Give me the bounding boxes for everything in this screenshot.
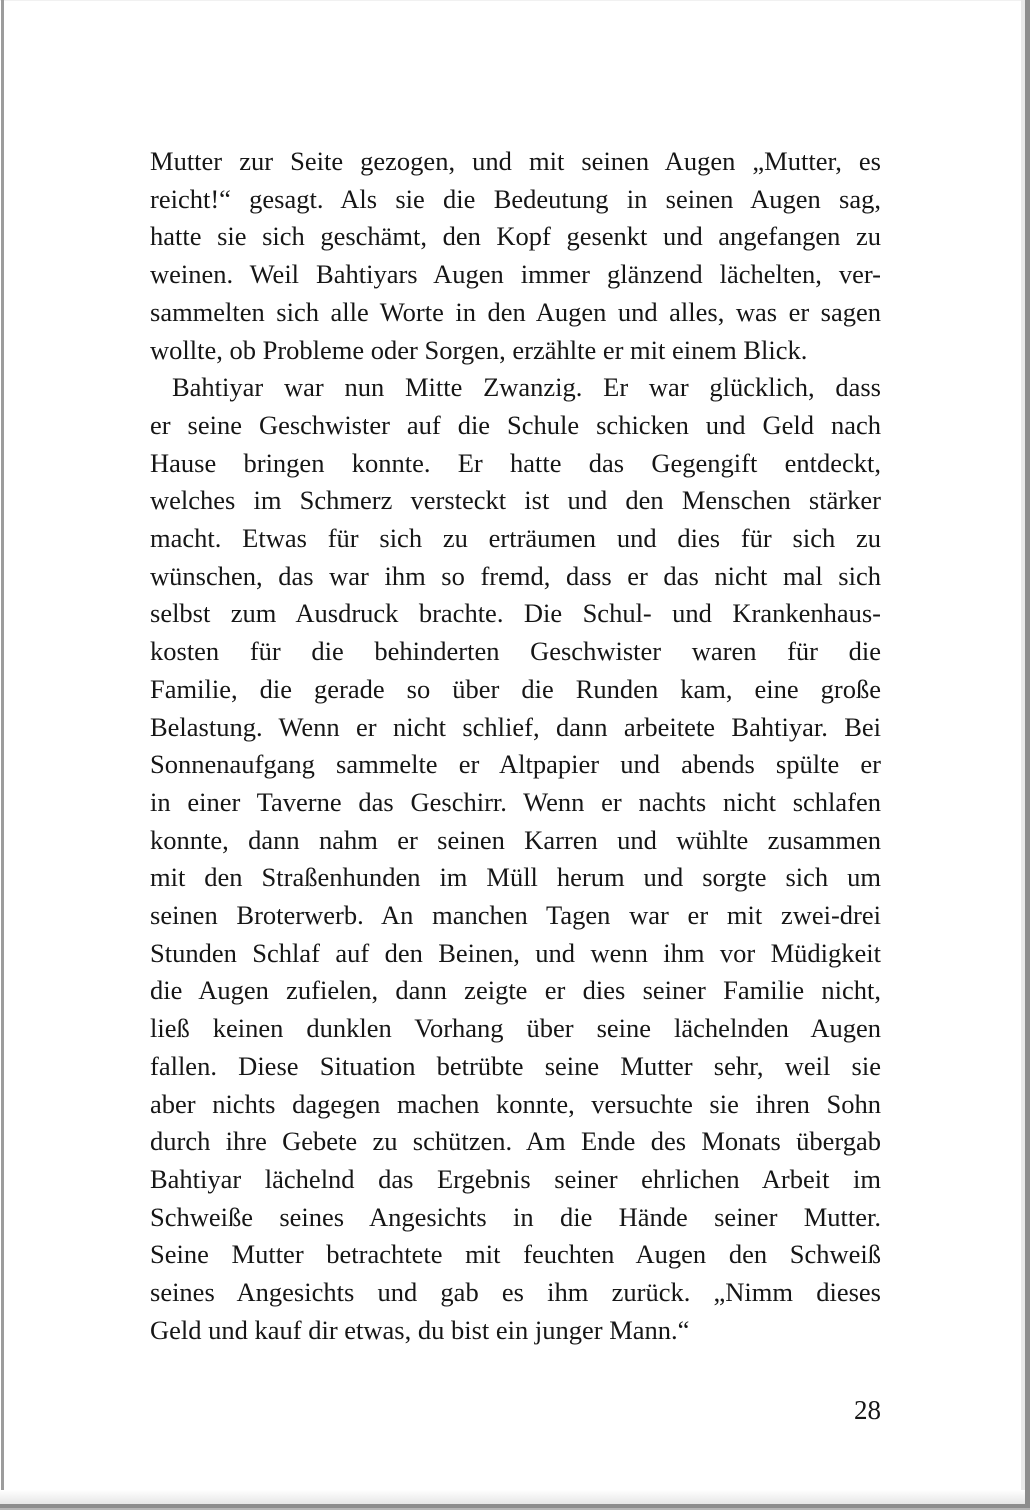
text-line: seines Angesichts und gab es ihm zurück. „Nimm dieses xyxy=(150,1277,881,1308)
page-left-edge xyxy=(1,0,4,1502)
text-line: kosten für die behinderten Geschwister waren für die xyxy=(150,636,881,667)
text-line: fallen. Diese Situation betrübte seine Mutter sehr, weil sie xyxy=(150,1050,881,1081)
text-line: sammelten sich alle Worte in den Augen und alles, was er sagen xyxy=(150,296,881,327)
body-text xyxy=(150,143,881,1350)
text-line: wünschen, das war ihm so fremd, dass er das nicht mal sich xyxy=(150,560,881,591)
text-line: Bahtiyar war nun Mitte Zwanzig. Er war glücklich, dass xyxy=(172,372,881,403)
text-line: ließ keinen dunklen Vorhang über seine lächelnden Augen xyxy=(150,1013,881,1044)
text-line: die Augen zufielen, dann zeigte er dies seiner Familie nicht, xyxy=(150,975,881,1006)
text-line: macht. Etwas für sich zu erträumen und dies für sich zu xyxy=(150,523,881,554)
text-line: in einer Taverne das Geschirr. Wenn er nachts nicht schlafen xyxy=(150,786,881,817)
text-line: Stunden Schlaf auf den Beinen, und wenn ihm vor Müdigkeit xyxy=(150,937,881,968)
text-line: Seine Mutter betrachtete mit feuchten Augen den Schweiß xyxy=(150,1239,881,1270)
text-line: aber nichts dagegen machen konnte, versuchte sie ihren Sohn xyxy=(150,1088,881,1119)
text-line: Bahtiyar lächelnd das Ergebnis seiner ehrlichen Arbeit im xyxy=(150,1163,881,1194)
page-right-edge xyxy=(1025,0,1030,1510)
text-line: Geld und kauf dir etwas, du bist ein junger Mann.“ xyxy=(150,1314,690,1345)
text-line: weinen. Weil Bahtiyars Augen immer glänzend lächelten, ver- xyxy=(150,259,881,290)
text-line: wollte, ob Probleme oder Sorgen, erzählte er mit einem Blick. xyxy=(150,334,808,365)
page-top-edge xyxy=(0,0,1030,1)
text-line: hatte sie sich geschämt, den Kopf gesenkt und angefangen zu xyxy=(150,221,881,252)
text-line: durch ihre Gebete zu schützen. Am Ende des Monats übergab xyxy=(150,1126,881,1157)
text-line: konnte, dann nahm er seinen Karren und wühlte zusammen xyxy=(150,824,881,855)
text-line: selbst zum Ausdruck brachte. Die Schul- und Krankenhaus- xyxy=(150,598,881,629)
text-line: reicht!“ gesagt. Als sie die Bedeutung in seinen Augen sag, xyxy=(150,183,881,214)
text-line: Sonnenaufgang sammelte er Altpapier und abends spülte er xyxy=(150,749,881,780)
text-line: Belastung. Wenn er nicht schlief, dann arbeitete Bahtiyar. Bei xyxy=(150,711,881,742)
text-line: Mutter zur Seite gezogen, und mit seinen Augen „Mutter, es xyxy=(150,146,881,176)
page-number: 28 xyxy=(854,1395,881,1425)
page-bottom-shadow xyxy=(0,1490,1025,1504)
text-line: seinen Broterwerb. An manchen Tagen war er mit zwei-drei xyxy=(150,900,881,931)
text-line: Familie, die gerade so über die Runden kam, eine große xyxy=(150,673,881,704)
text-line: Hause bringen konnte. Er hatte das Gegengift entdeckt, xyxy=(150,447,881,478)
text-line: er seine Geschwister auf die Schule schicken und Geld nach xyxy=(150,409,881,440)
text-line: welches im Schmerz versteckt ist und den Menschen stärker xyxy=(150,485,881,516)
text-line: Schweiße seines Angesichts in die Hände seiner Mutter. xyxy=(150,1201,881,1232)
text-line: mit den Straßenhunden im Müll herum und sorgte sich um xyxy=(150,862,881,893)
